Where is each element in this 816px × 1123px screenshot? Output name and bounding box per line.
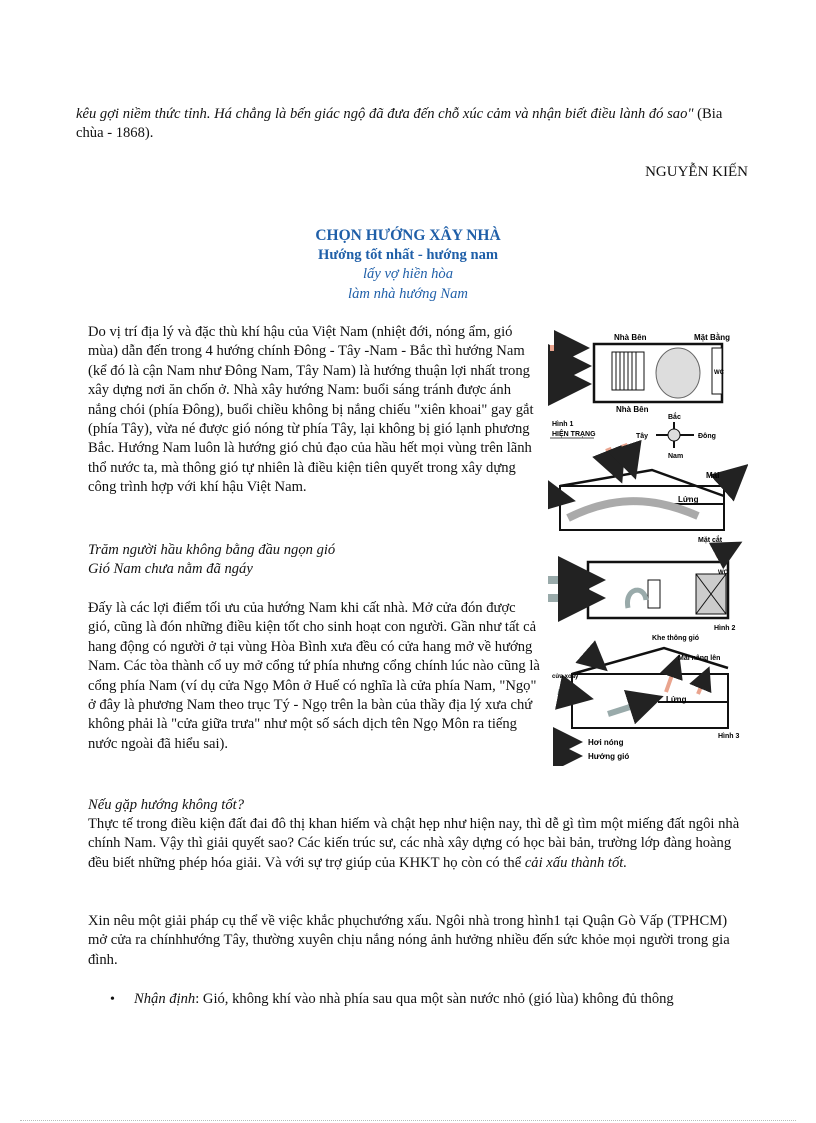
fig3-wind-arrow-1 [558,692,588,698]
fig2-wind-curve [627,590,646,608]
label-nha-ben-bottom: Nhà Bên [616,405,649,414]
label-hinh-3: Hình 3 [718,733,740,740]
paragraph-solutions [88,815,748,873]
label-nha-ben-top: Nhà Bên [614,333,647,342]
figure-legend [556,738,629,761]
bullet-text: : Gió, không khí vào nhà phía sau qua một sàn nước nhỏ (gió lùa) không đủ thông [195,991,674,1007]
compass-south: Nam [668,453,684,460]
article-title-block [0,226,816,304]
paragraph-example: Xin nêu một giải pháp cụ thể về việc khắc phụchướng xấu. Ngôi nhà trong hình1 tại Quận Gò Vấp (TPHCM) mở cửa ra chínhhướng Tây, thường xuyên chịu nắng nóng ảnh hưởng nhiều đến sức khỏe mọi người trong gia đình. [88,913,730,968]
label-mat-bang: Mặt Bằng [694,333,730,342]
intro-paragraph [76,105,748,144]
compass-north: Bắc [668,414,681,421]
compass [636,412,716,460]
page-bottom-border [20,1120,796,1121]
plan-diagram [550,333,730,438]
label-mai-nang-len: Mái nâng lên [678,655,721,662]
paragraph-advantages: Đấy là các lợi điểm tối ưu của hướng Nam khi cất nhà. Mở cửa đón được gió, cũng là đón những điều kiện tốt cho sinh hoạt con người. Gần như tất cả hang động có người ở tại vùng Hòa Bình xưa đều có cửa hang mở về hướng Nam. Các tòa thành cổ uy mở cổng tứ phía nhưng cổng chính lúc nào cũng là cổng phía Nam (ví dụ cửa Ngọ Môn ở Huế có nghĩa là cửa phía Nam, "Ngọ" ở đây là phương Nam theo trục Tý - Ngọ trên la bàn của thầy địa lý xưa chứ không phải là "cửa giữa trưa" như một số sách dịch tên Ngọ Môn ra tiếng nước ngoài đã hiểu sai). [88,600,540,752]
compass-west: Tây [636,433,649,440]
section-roof [560,470,724,496]
label-hien-trang: HIỆN TRẠNG [552,431,596,438]
figure-2-diagram [548,544,738,632]
article-title: CHỌN HƯỚNG XÂY NHÀ [315,227,501,244]
ventilation-diagram [548,318,748,766]
fig2-stair [648,580,660,608]
label-mai-1: Mái [706,471,720,480]
poem-line-2: Gió Nam chưa nằm đã ngáy [88,561,253,578]
section-sun-arrow-2 [624,444,634,474]
plan-heat-zone [656,348,700,398]
label-cua-xoay: cửa xoay [552,674,579,680]
label-lung-1: Lửng [678,495,699,504]
section-sun-arrow-1 [608,448,620,478]
poem-line-1: Trăm người hầu không bằng đầu ngọn gió [88,542,336,558]
proverb-line-2: làm nhà hướng Nam [348,285,468,302]
label-khe-thong-gio: Khe thông gió [652,635,700,642]
label-wc: WC [714,370,724,376]
article-subtitle: Hướng tốt nhất - hướng nam [317,246,499,263]
label-mat-cat: Mặt cắt [698,537,723,544]
poem [88,541,540,580]
paragraph-south-direction: Do vị trí địa lý và đặc thù khí hậu của Việt Nam (nhiệt đới, nóng ẩm, gió mùa) dẫn đến trong 4 hướng chính Đông - Tây -Nam - Bắc thì hướng Nam (kể đó là cận Nam như Đông Nam, Tây Nam) là hướng thuận lợi nhất trong xây dựng nơi ăn chốn ở. Nhà xây hướng Nam: buổi sáng tránh được ánh nắng chói (phía Đông), buổi chiều không bị nắng chiếu "xiên khoai" gay gắt (phía Tây), vừa né được gió nóng từ phía Tây, lại không bị gió lạnh phương Bắc. Hướng Nam luôn là hướng gió chủ đạo của hầu hết mọi vùng trên lãnh thổ nước ta, mà thông gió tự nhiên là điều kiện tiên quyết trong xây dựng công trình hợp với khí hậu Việt Nam. [88,324,534,496]
ventilation-diagram-svg [548,318,748,766]
label-hinh-2: Hình 2 [714,625,736,632]
author-name: NGUYỄN KIẾN [645,164,748,180]
legend-hoi-nong: Hơi nóng [588,738,624,747]
fig3-wind-arrow-2 [608,698,658,714]
bullet-label: Nhận định [134,991,196,1007]
section-diagram [548,444,744,544]
compass-east: Đông [698,433,716,440]
intro-quote: kêu gợi niềm thức tỉnh. Há chẳng là bến giác ngộ đã đưa đến chỗ xúc cảm và nhận biết điều lành đó sao" [76,106,694,122]
intro-source: (Bia chùa - 1868). [76,106,723,142]
label-lung-2: Lửng [666,695,687,704]
solutions-text-italic: cải xấu thành tốt. [524,854,627,871]
figure-3-diagram [552,635,739,740]
proverb-line-1: lấy vợ hiền hòa [362,266,454,282]
section-heading-bad-direction: Nếu gặp hướng không tốt? [88,797,244,813]
label-wc-2: WC [718,570,728,576]
solutions-text: Thực tế trong điều kiện đất đai đô thị khan hiếm và chật hẹp như hiện nay, thì dễ gì tìm một miếng đất ngôi nhà chính Nam. Vậy thì giải quyết sao? Các kiến trúc sư, các nhà xây dựng có học bài bản, trường lớp đàng hoàng đều biết những phép hóa giải. Và với sự trợ giúp của KHKT họ còn có thể [88,816,740,871]
bullet-icon: • [110,992,115,1007]
label-hinh-1: Hình 1 [552,421,574,428]
legend-huong-gio: Hướng gió [588,752,630,761]
